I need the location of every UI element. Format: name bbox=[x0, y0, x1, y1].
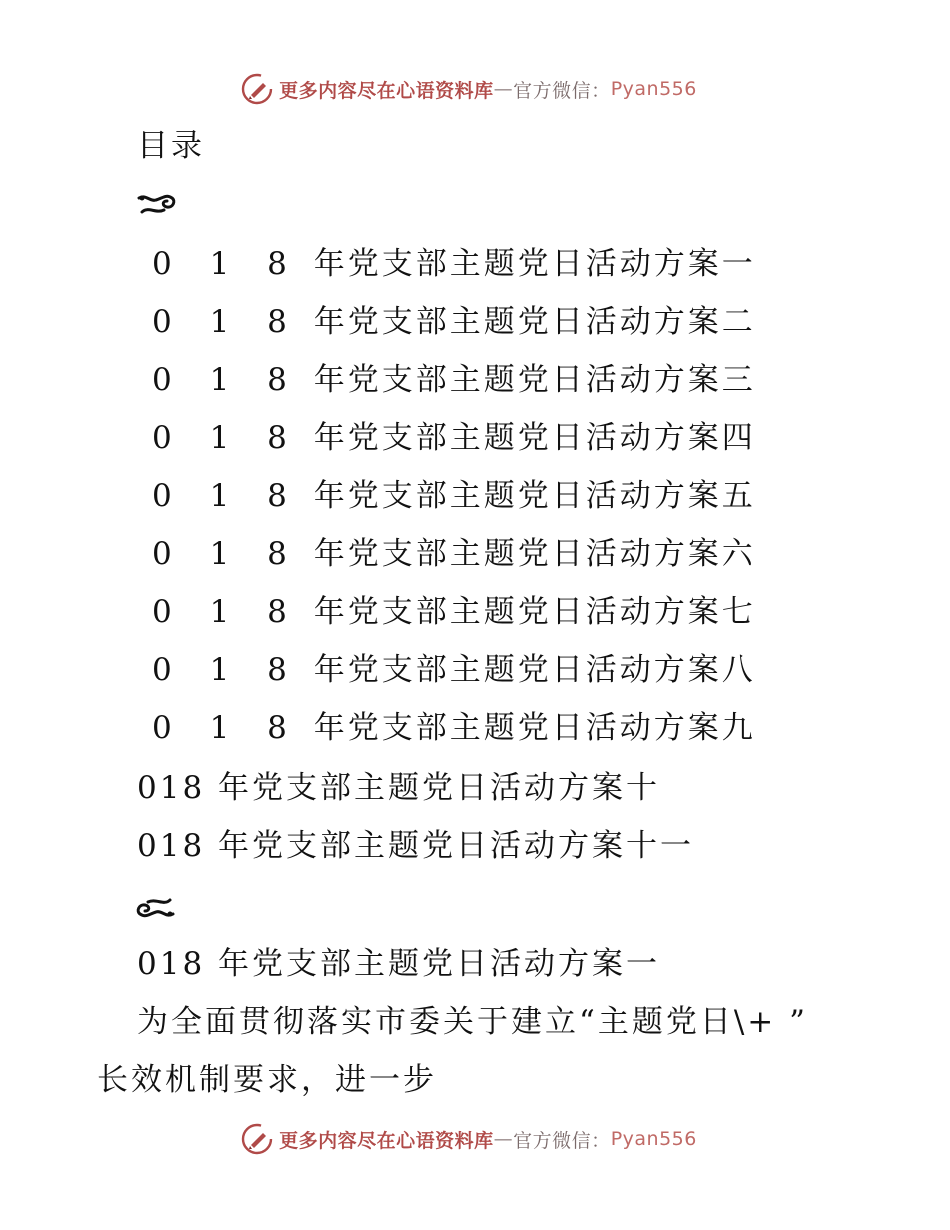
paragraph-line-1: 为全面贯彻落实市委关于建立“主题党日\+ ” bbox=[137, 1004, 808, 1040]
toc-item-title: 年党支部主题党日活动方案九 bbox=[313, 710, 756, 746]
toc-item-prefix: 018 bbox=[137, 828, 206, 864]
toc-item[interactable] bbox=[137, 826, 694, 866]
toc-item[interactable] bbox=[152, 592, 756, 632]
toc-item-prefix: 0 1 8 bbox=[152, 478, 301, 514]
toc-item-title: 年党支部主题党日活动方案十 bbox=[218, 770, 661, 806]
toc-item-title: 年党支部主题党日活动方案七 bbox=[313, 594, 756, 630]
toc-item-prefix: 0 1 8 bbox=[152, 652, 301, 688]
ornament-open-icon bbox=[136, 192, 176, 218]
toc-item-title: 年党支部主题党日活动方案二 bbox=[313, 304, 756, 340]
pen-logo-icon bbox=[241, 1123, 273, 1155]
toc-item[interactable] bbox=[152, 534, 756, 574]
toc-item-prefix: 0 1 8 bbox=[152, 304, 301, 340]
toc-item-prefix: 0 1 8 bbox=[152, 710, 301, 746]
footer-watermark bbox=[0, 1122, 950, 1156]
watermark-brand: 更多内容尽在心语资料库 bbox=[279, 1129, 494, 1152]
toc-item-prefix: 0 1 8 bbox=[152, 594, 301, 630]
toc-item[interactable] bbox=[152, 708, 756, 748]
header-watermark bbox=[0, 72, 950, 106]
toc-item-title: 年党支部主题党日活动方案六 bbox=[313, 536, 756, 572]
watermark-separator: — bbox=[493, 78, 514, 100]
section-heading: 018 年党支部主题党日活动方案一 bbox=[137, 946, 661, 982]
toc-item-title: 年党支部主题党日活动方案三 bbox=[313, 362, 756, 398]
toc-item-title: 年党支部主题党日活动方案八 bbox=[313, 652, 756, 688]
toc-item-prefix: 018 bbox=[137, 770, 206, 806]
toc-item-prefix: 0 1 8 bbox=[152, 246, 301, 282]
toc-item-title: 年党支部主题党日活动方案五 bbox=[313, 478, 756, 514]
watermark-wechat-label: 官方微信： bbox=[513, 1129, 611, 1152]
toc-item-title: 年党支部主题党日活动方案四 bbox=[313, 420, 756, 456]
watermark-separator: — bbox=[493, 1128, 514, 1150]
watermark-brand: 更多内容尽在心语资料库 bbox=[279, 79, 494, 102]
ornament-close-icon bbox=[136, 894, 176, 920]
toc-item[interactable] bbox=[152, 650, 756, 690]
toc-item[interactable] bbox=[152, 244, 756, 284]
toc-item-title: 年党支部主题党日活动方案十一 bbox=[218, 828, 695, 864]
toc-item-prefix: 0 1 8 bbox=[152, 362, 301, 398]
toc-item[interactable] bbox=[152, 418, 756, 458]
toc-item[interactable] bbox=[152, 476, 756, 516]
toc-item-prefix: 0 1 8 bbox=[152, 536, 301, 572]
paragraph-line-2: 长效机制要求，进一步 bbox=[97, 1062, 437, 1098]
toc-item[interactable] bbox=[137, 768, 660, 808]
toc-title: 目录 bbox=[137, 128, 205, 164]
toc-item-title: 年党支部主题党日活动方案一 bbox=[313, 246, 756, 282]
toc-item[interactable] bbox=[152, 302, 756, 342]
toc-item-prefix: 0 1 8 bbox=[152, 420, 301, 456]
toc-item[interactable] bbox=[152, 360, 756, 400]
watermark-account: Pyan556 bbox=[610, 1128, 697, 1150]
watermark-wechat-label: 官方微信： bbox=[513, 79, 611, 102]
watermark-account: Pyan556 bbox=[610, 78, 697, 100]
pen-logo-icon bbox=[241, 73, 273, 105]
